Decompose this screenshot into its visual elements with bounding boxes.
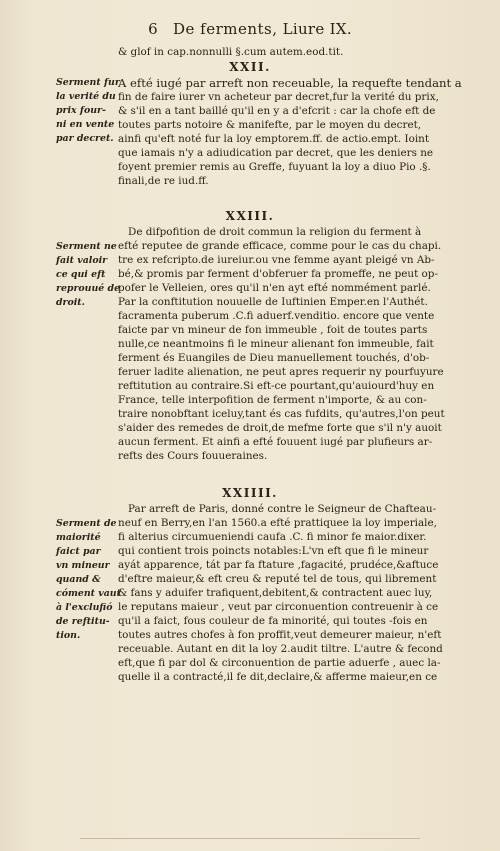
- section-heading-23: XXIII.: [225, 209, 275, 223]
- text-line: ayát apparence, tát par fa ftature ,fagacité, prudéce,&aftuce: [118, 559, 439, 571]
- text-line: foyent premier remis au Greffe, fuyuant la loy a diuo Pio .§.: [118, 161, 431, 173]
- text-line: ferment és Euangiles de Dieu manuellement touchés, d'ob-: [118, 352, 430, 364]
- running-title: De ferments,: [173, 20, 278, 38]
- margin-note: cóment vaut: [56, 588, 121, 599]
- text-line: France, telle interpofition de ferment n'importe, & au con-: [118, 394, 427, 406]
- text-line: quelle il a contracté,il fe dit,declaire,& afferme maieur,en ce: [118, 671, 438, 683]
- text-line: ainfi qu'eft noté fur la loy emptorem.ff. de actio.empt. Ioint: [118, 133, 430, 145]
- text-line: toutes autres chofes à fon proffit,veut demeurer maieur, n'eft: [118, 629, 442, 641]
- text-line: reftitution au contraire.Si eft-ce pourtant,qu'auiourd'huy en: [118, 380, 435, 392]
- text-line: aucun ferment. Et ainfi a efté fouuent iugé par plufieurs ar-: [118, 436, 433, 448]
- text-line: neuf en Berry,en l'an 1560.a efté prattiquee la loy imperiale,: [118, 517, 437, 529]
- section-heading-24: XXIIII.: [222, 486, 278, 500]
- text-line: toutes parts notoire & manifefte, par le moyen du decret,: [118, 119, 422, 131]
- margin-note: tion.: [56, 630, 81, 641]
- text-line: receuable. Autant en dit la loy 2.audit tiltre. L'autre & fecond: [118, 643, 443, 655]
- text-line: feruer ladite alienation, ne peut apres requerir ny pourfuyure: [118, 366, 444, 378]
- text-line: que iamais n'y a adiudication par decret, que les deniers ne: [118, 147, 434, 159]
- margin-note: Serment ne: [56, 241, 117, 252]
- text-line: pofer le Velleien, ores qu'il n'en ayt efté nommément parlé.: [118, 282, 431, 294]
- text-line: qu'il a faict, fous couleur de fa minorité, qui toutes -fois en: [118, 615, 428, 627]
- text-line: efté reputee de grande efficace, comme pour le cas du chapi.: [118, 240, 442, 252]
- margin-note: fait valoir: [56, 255, 108, 266]
- text-line: facramenta puberum .C.fi aduerf.venditio. encore que vente: [118, 310, 435, 322]
- margin-note: reprouué de: [56, 283, 121, 294]
- text-line: le reputans maieur , veut par circonuention contreuenir à ce: [118, 601, 439, 613]
- text-line: refts des Cours fouueraines.: [118, 450, 268, 462]
- text-line: d'eftre maieur,& eft creu & reputé tel de tous, qui librement: [118, 573, 437, 585]
- text-line: s'aider des remedes de droit,de mefme forte que s'il n'y auoit: [118, 422, 442, 434]
- margin-note: Serment fur: [56, 77, 120, 88]
- margin-note: droit.: [56, 297, 85, 308]
- section-heading-22: XXII.: [229, 60, 271, 74]
- text-line: nulle,ce neantmoins fi le mineur alienant fon immeuble, fait: [118, 338, 434, 350]
- text-line: eft,que fi par dol & circonuention de partie aduerfe , auec la-: [118, 657, 441, 669]
- page-header: [0, 20, 500, 38]
- margin-note: la verité du: [56, 91, 116, 102]
- text-line: tre ex refcripto.de iureiur.ou vne femme ayant pleigé vn Ab-: [118, 254, 435, 266]
- text-line: fi alterius circumueniendi caufa .C. fi minor fe maior.dixer.: [118, 531, 427, 543]
- margin-note: ce qui eft: [56, 269, 106, 280]
- text-line: faicte par vn mineur de fon immeuble , foit de toutes parts: [118, 324, 428, 336]
- page-edge-divider: [80, 838, 420, 845]
- text-line: traire nonobftant iceluy,tant és cas fufdits, qu'autres,l'on peut: [118, 408, 445, 420]
- text-line: De difpofition de droit commun la religion du ferment à: [128, 226, 422, 238]
- text-line: & glof in cap.nonnulli §.cum autem.eod.tit.: [118, 46, 344, 58]
- page-number: 6: [148, 20, 158, 38]
- margin-note: de reftitu-: [56, 616, 110, 627]
- text-line: Par arreft de Paris, donné contre le Seigneur de Chafteau-: [128, 503, 437, 515]
- margin-note: ni en vente: [56, 119, 115, 130]
- margin-note: maiorité: [56, 532, 101, 543]
- margin-note: à l'exclufió: [56, 602, 113, 613]
- text-line: finali,de re iud.ff.: [118, 175, 209, 187]
- margin-note: par decret.: [56, 133, 114, 144]
- book-number: Liure IX.: [282, 20, 352, 38]
- text-line: qui contient trois poincts notables:L'vn eft que fi le mineur: [118, 545, 429, 557]
- text-line: Par la conftitution nouuelle de Iuftinien Emper.en l'Authét.: [118, 296, 428, 308]
- margin-note: prix four-: [56, 105, 106, 116]
- text-line: & s'il en a tant baillé qu'il en y a d'efcrit : car la chofe eft de: [118, 105, 436, 117]
- text-line: fin de faire iurer vn acheteur par decret,fur la verité du prix,: [118, 91, 439, 103]
- margin-note: vn mineur: [56, 560, 110, 571]
- text-line: A efté iugé par arreft non receuable, la requefte tendant a: [118, 76, 462, 90]
- text-line: bé,& promis par ferment d'obferuer fa promeffe, ne peut op-: [118, 268, 438, 280]
- margin-note: quand &: [56, 574, 101, 585]
- margin-note: Serment de: [56, 518, 117, 529]
- text-line: & fans y aduifer trafiquent,debitent,& contractent auec luy,: [118, 587, 433, 599]
- margin-note: faict par: [56, 546, 101, 557]
